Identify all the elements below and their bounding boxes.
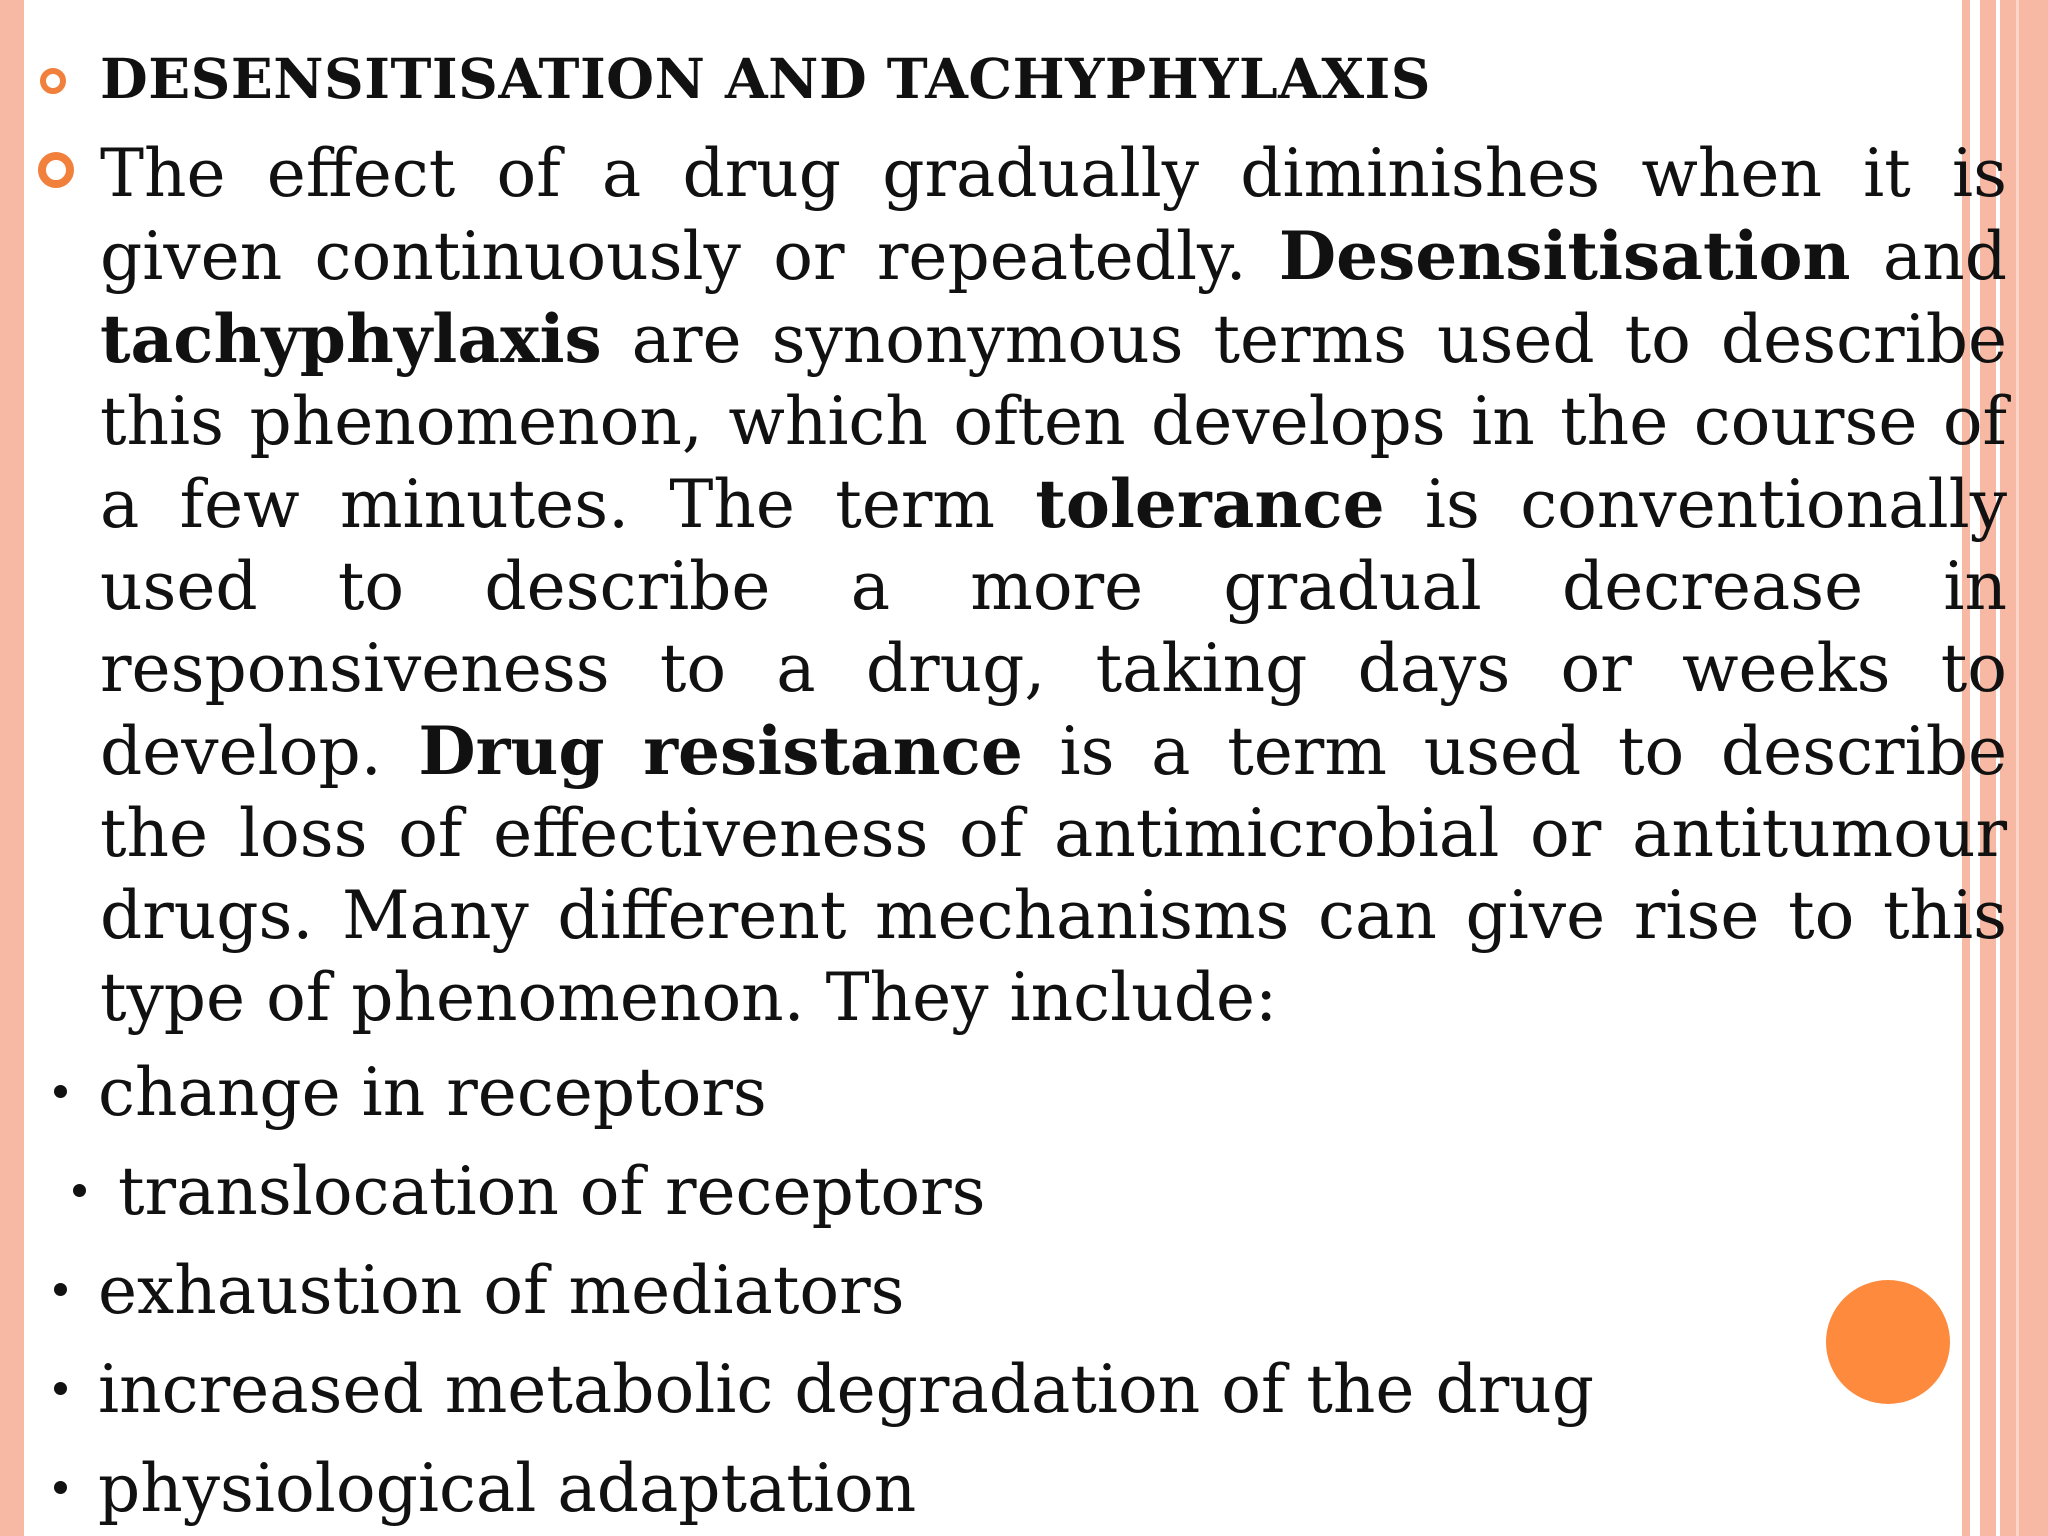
paragraph-text: The effect of a drug gradually diminishes when it is given continuously or repeatedly. [100, 135, 2007, 295]
paragraph-text: and [1850, 218, 2007, 295]
list-item: exhaustion of mediators [98, 1252, 905, 1329]
paragraph-text: are synonymous terms used to describe this phenomenon, which often develops in the course of a few minutes. The term [100, 301, 2007, 543]
bullet-dot-icon [54, 1382, 67, 1395]
body-paragraph [100, 133, 2007, 1039]
term-tolerance: tolerance [1035, 465, 1385, 543]
right-stripe [2016, 0, 2019, 1536]
bullet-dot-icon [54, 1283, 67, 1296]
term-tachyphylaxis: tachyphylaxis [100, 300, 602, 378]
list-item: physiological adaptation [98, 1450, 917, 1527]
left-decorative-bar [0, 0, 24, 1536]
term-drug-resistance: Drug resistance [418, 712, 1023, 790]
bullet-dot-icon [73, 1184, 86, 1197]
ring-bullet-icon [38, 152, 74, 188]
term-desensitisation: Desensitisation [1278, 217, 1851, 295]
decorative-orange-circle [1826, 1280, 1950, 1404]
bullet-dot-icon [54, 1085, 67, 1098]
right-stripe [2000, 0, 2048, 1536]
list-item: change in receptors [98, 1054, 767, 1131]
list-item: increased metabolic degradation of the drug [98, 1351, 1595, 1428]
paragraph-text: is a term used to describe the loss of effectiveness of antimicrobial or antitumour drugs. Many different mechanisms can give rise to this type of phenomenon. They include: [100, 713, 2007, 1036]
slide-heading: DESENSITISATION AND TACHYPHYLAXIS [100, 46, 1431, 111]
paragraph-text: is conventionally used to describe a more gradual decrease in responsiveness to a drug, taking days or weeks to develop. [100, 466, 2007, 790]
ring-bullet-icon [40, 68, 66, 94]
list-item: translocation of receptors [118, 1153, 986, 1230]
bullet-dot-icon [54, 1481, 67, 1494]
